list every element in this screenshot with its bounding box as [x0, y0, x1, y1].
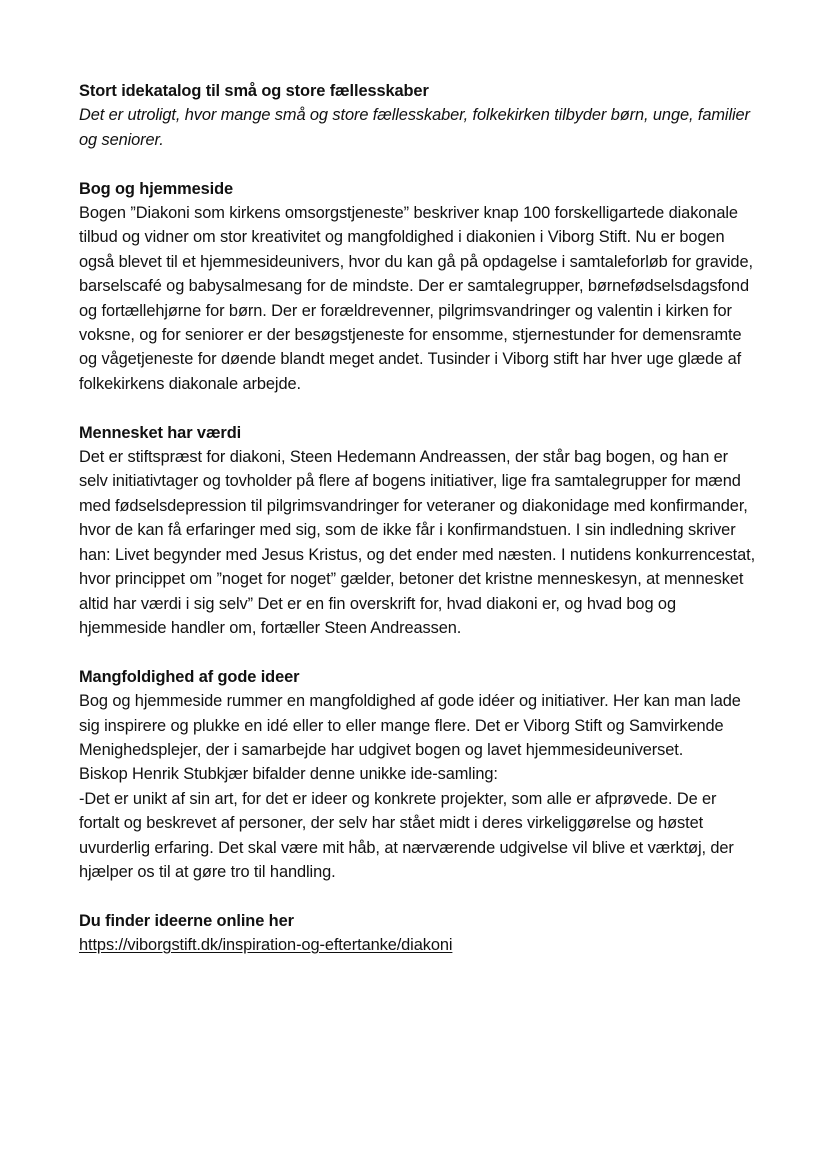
section-paragraph: Biskop Henrik Stubkjær bifalder denne unikke ide-samling:	[79, 765, 498, 784]
document-lead: Det er utroligt, hvor mange små og store fællesskaber, folkekirken tilbyder børn, unge, familier og seniorer.	[79, 106, 750, 149]
footer-link-line	[79, 933, 759, 957]
spacer	[79, 640, 759, 664]
section-heading-mennesket-har-vaerdi: Mennesket har værdi	[79, 423, 242, 442]
document-page	[79, 79, 759, 958]
diakoni-website-link[interactable]: https://viborgstift.dk/inspiration-og-eftertanke/diakoni	[79, 936, 453, 955]
section-paragraph: Bog og hjemmeside rummer en mangfoldighed af gode idéer og initiativer. Her kan man lade sig inspirere og plukke en idé eller to eller mange flere. Det er Viborg Stift og Samvirkende Menighedsplejer, der i samarbejde har udgivet bogen og lavet hjemmesideuniverset.	[79, 692, 741, 759]
section-paragraph: Det er stiftspræst for diakoni, Steen Hedemann Andreassen, der står bag bogen, og han er selv initiativtager og tovholder på flere af bogens initiativer, lige fra samtalegrupper for mænd med fødselsdepression til pilgrimsvandringer for veteraner og diakonidage med konfirmander, hvor de kan få erfaringer med sig, som de ikke får i konfirmandstuen. I sin indledning skriver han: Livet begynder med Jesus Kristus, og det ender med næsten. I nutidens konkurrencestat, hvor princippet om ”noget for noget” gælder, betoner det kristne menneskesyn, at mennesket altid har værdi i sig selv” Det er en fin overskrift for, hvad diakoni er, og hvad bog og hjemmeside handler om, fortæller Steen Andreassen.	[79, 448, 756, 637]
spacer	[79, 152, 759, 176]
section-heading-bog-og-hjemmeside: Bog og hjemmeside	[79, 179, 234, 198]
spacer	[79, 396, 759, 420]
footer-heading: Du finder ideerne online her	[79, 911, 294, 930]
spacer	[79, 884, 759, 908]
document-title: Stort idekatalog til små og store fællesskaber	[79, 82, 429, 100]
section-paragraph: -Det er unikt af sin art, for det er ideer og konkrete projekter, som alle er afprøvede. De er fortalt og beskrevet af personer, der selv har stået midt i deres virkeliggørelse og høstet uvurderlig erfaring. Det skal være mit håb, at nærværende udgivelse vil blive et værktøj, der hjælper os til at gøre tro til handling.	[79, 789, 734, 881]
section-heading-mangfoldighed: Mangfoldighed af gode ideer	[79, 667, 300, 686]
section-paragraph: Bogen ”Diakoni som kirkens omsorgstjeneste” beskriver knap 100 forskelligartede diakonale tilbud og vidner om stor kreativitet og mangfoldighed i diakonien i Viborg Stift. Nu er bogen også blevet til et hjemmesideunivers, hvor du kan gå på opdagelse i samtaleforløb for gravide, barselscafé og babysalmesang for de mindste. Der er samtalegrupper, børnefødselsdagsfond og fortællehjørne for børn. Der er forældrevenner, pilgrimsvandringer og valentin i kirken for voksne, og for seniorer er der besøgstjeneste for ensomme, stjernestunder for demensramte og vågetjeneste for døende blandt meget andet. Tusinder i Viborg stift har hver uge glæde af folkekirkens diakonale arbejde.	[79, 204, 753, 393]
